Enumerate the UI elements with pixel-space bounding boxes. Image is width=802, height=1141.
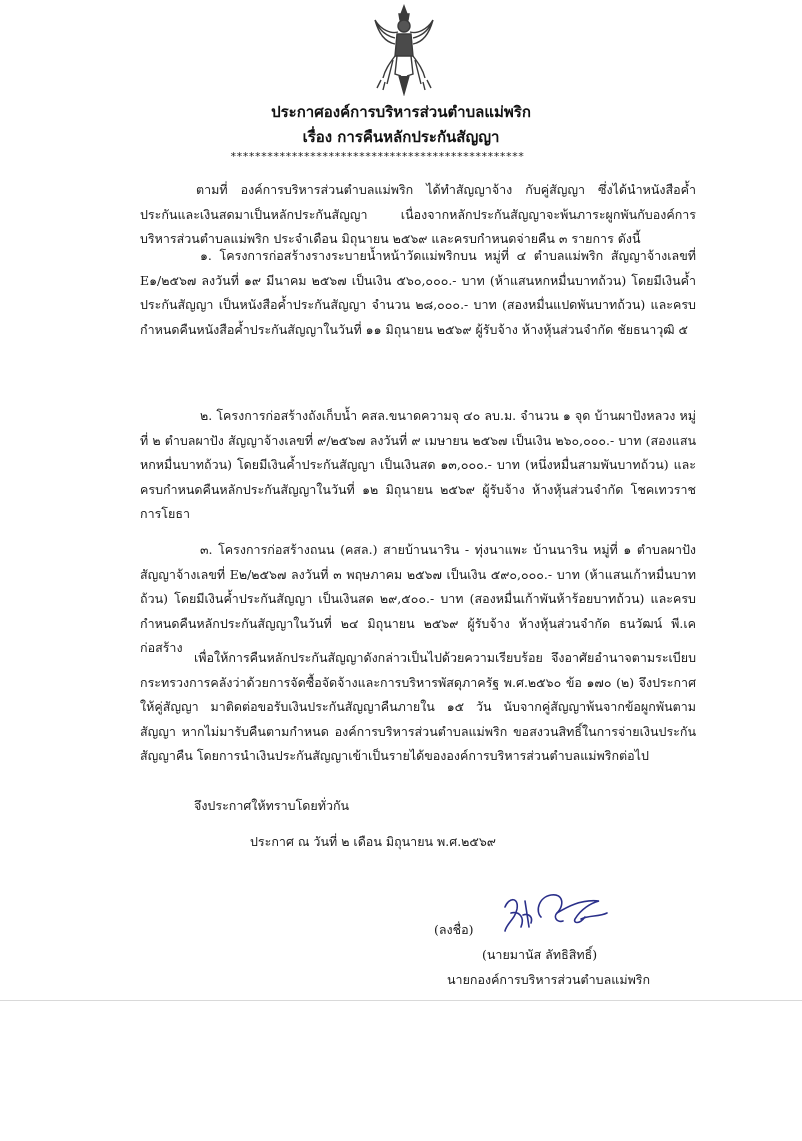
conclusion-paragraph: เพื่อให้การคืนหลักประกันสัญญาดังกล่าวเป็นไปด้วยความเรียบร้อย จึงอาศัยอำนาจตามระเบียบกระทรวงการคลังว่าด้วยการจัดซื้อจัดจ้างและการบริหารพัสดุภาครัฐ พ.ศ.๒๕๖๐ ข้อ ๑๗๐ (๒) จึงประกาศให้คู่สัญญา มาติดต่อขอรับเงินประกันสัญญาคืนภายใน ๑๕ วัน นับจากคู่สัญญาพ้นจากข้อผูกพันตามสัญญา หากไม่มารับคืนตามกำหนด องค์การบริหารส่วนตำบลแม่พริก ขอสงวนสิทธิ์ในการจ่ายเงินประกันสัญญาคืน โดยการนำเงินประกันสัญญาเข้าเป็นรายได้ขององค์การบริหารส่วนตำบลแม่พริกต่อไป bbox=[140, 650, 696, 763]
closing-statement: จึงประกาศให้ทราบโดยทั่วกัน bbox=[194, 798, 350, 813]
announcement-subject: เรื่อง การคืนหลักประกันสัญญา bbox=[302, 128, 500, 146]
announcement-title: ประกาศองค์การบริหารส่วนตำบลแม่พริก bbox=[271, 103, 531, 121]
contract-item-2: ๒. โครงการก่อสร้างถังเก็บน้ำ คสล.ขนาดความจุ ๔๐ ลบ.ม. จำนวน ๑ จุด บ้านผาปังหลวง หมู่ที่ ๒ ตำบลผาปัง สัญญาจ้างเลขที่ ๙/๒๕๖๗ ลงวันที่ ๙ เมษายน ๒๕๖๗ เป็นเงิน ๒๖๐,๐๐๐.- บาท (สองแสนหกหมื่นบาทถ้วน) โดยมีเงินค้ำประกันสัญญา เป็นเงินสด ๑๓,๐๐๐.- บาท (หนึ่งหมื่นสามพันบาทถ้วน) และครบกำหนดคืนหลักประกันสัญญาในวันที่ ๑๒ มิถุนายน ๒๕๖๙ ผู้รับจ้าง ห้างหุ้นส่วนจำกัด โชคเทวราช การโยธา bbox=[140, 408, 696, 521]
separator-line: ************************************************ bbox=[230, 150, 524, 163]
handwritten-signature bbox=[495, 887, 613, 937]
signature-label: (ลงชื่อ) bbox=[434, 922, 474, 937]
announcement-date: ประกาศ ณ วันที่ ๒ เดือน มิถุนายน พ.ศ.๒๕๖๙ bbox=[250, 834, 496, 849]
garuda-emblem-icon bbox=[371, 4, 437, 96]
signatory-name: (นายมานัส ลัทธิสิทธิ์) bbox=[482, 947, 598, 962]
page-bottom-divider bbox=[0, 1000, 802, 1001]
signatory-position: นายกองค์การบริหารส่วนตำบลแม่พริก bbox=[447, 972, 651, 987]
contract-item-3: ๓. โครงการก่อสร้างถนน (คสล.) สายบ้านนาริน - ทุ่งนาแพะ บ้านนาริน หมู่ที่ ๑ ตำบลผาปัง สัญญาจ้างเลขที่ E๒/๒๕๖๗ ลงวันที่ ๓ พฤษภาคม ๒๕๖๗ เป็นเงิน ๕๙๐,๐๐๐.- บาท (ห้าแสนเก้าหมื่นบาทถ้วน) โดยมีเงินค้ำประกันสัญญา เป็นเงินสด ๒๙,๕๐๐.- บาท (สองหมื่นเก้าพันห้าร้อยบาทถ้วน) และครบกำหนดคืนหลักประกันสัญญาในวันที่ ๒๔ มิถุนายน ๒๕๖๙ ผู้รับจ้าง ห้างหุ้นส่วนจำกัด ธนวัฒน์ พี.เค ก่อสร้าง bbox=[140, 542, 696, 655]
contract-item-1: ๑. โครงการก่อสร้างรางระบายน้ำหน้าวัดแม่พริกบน หมู่ที่ ๔ ตำบลแม่พริก สัญญาจ้างเลขที่ E๑/๒๕๖๗ ลงวันที่ ๑๙ มีนาคม ๒๕๖๗ เป็นเงิน ๕๖๐,๐๐๐.- บาท (ห้าแสนหกหมื่นบาทถ้วน) โดยมีเงินค้ำประกันสัญญา เป็นหนังสือค้ำประกันสัญญา จำนวน ๒๘,๐๐๐.- บาท (สองหมื่นแปดพันบาทถ้วน) และครบกำหนดคืนหนังสือค้ำประกันสัญญาในวันที่ ๑๑ มิถุนายน ๒๕๖๙ ผู้รับจ้าง ห้างหุ้นส่วนจำกัด ชัยธนาวุฒิ ๕ bbox=[140, 248, 696, 337]
intro-paragraph: ตามที่ องค์การบริหารส่วนตำบลแม่พริก ได้ทำสัญญาจ้าง กับคู่สัญญา ซึ่งได้นำหนังสือค้ำประกันและเงินสดมาเป็นหลักประกันสัญญา เนื่องจากหลักประกันสัญญาจะพ้นภาระผูกพันกับองค์การบริหารส่วนตำบลแม่พริก ประจำเดือน มิถุนายน ๒๕๖๙ และครบกำหนดจ่ายคืน ๓ รายการ ดังนี้ bbox=[140, 182, 696, 246]
